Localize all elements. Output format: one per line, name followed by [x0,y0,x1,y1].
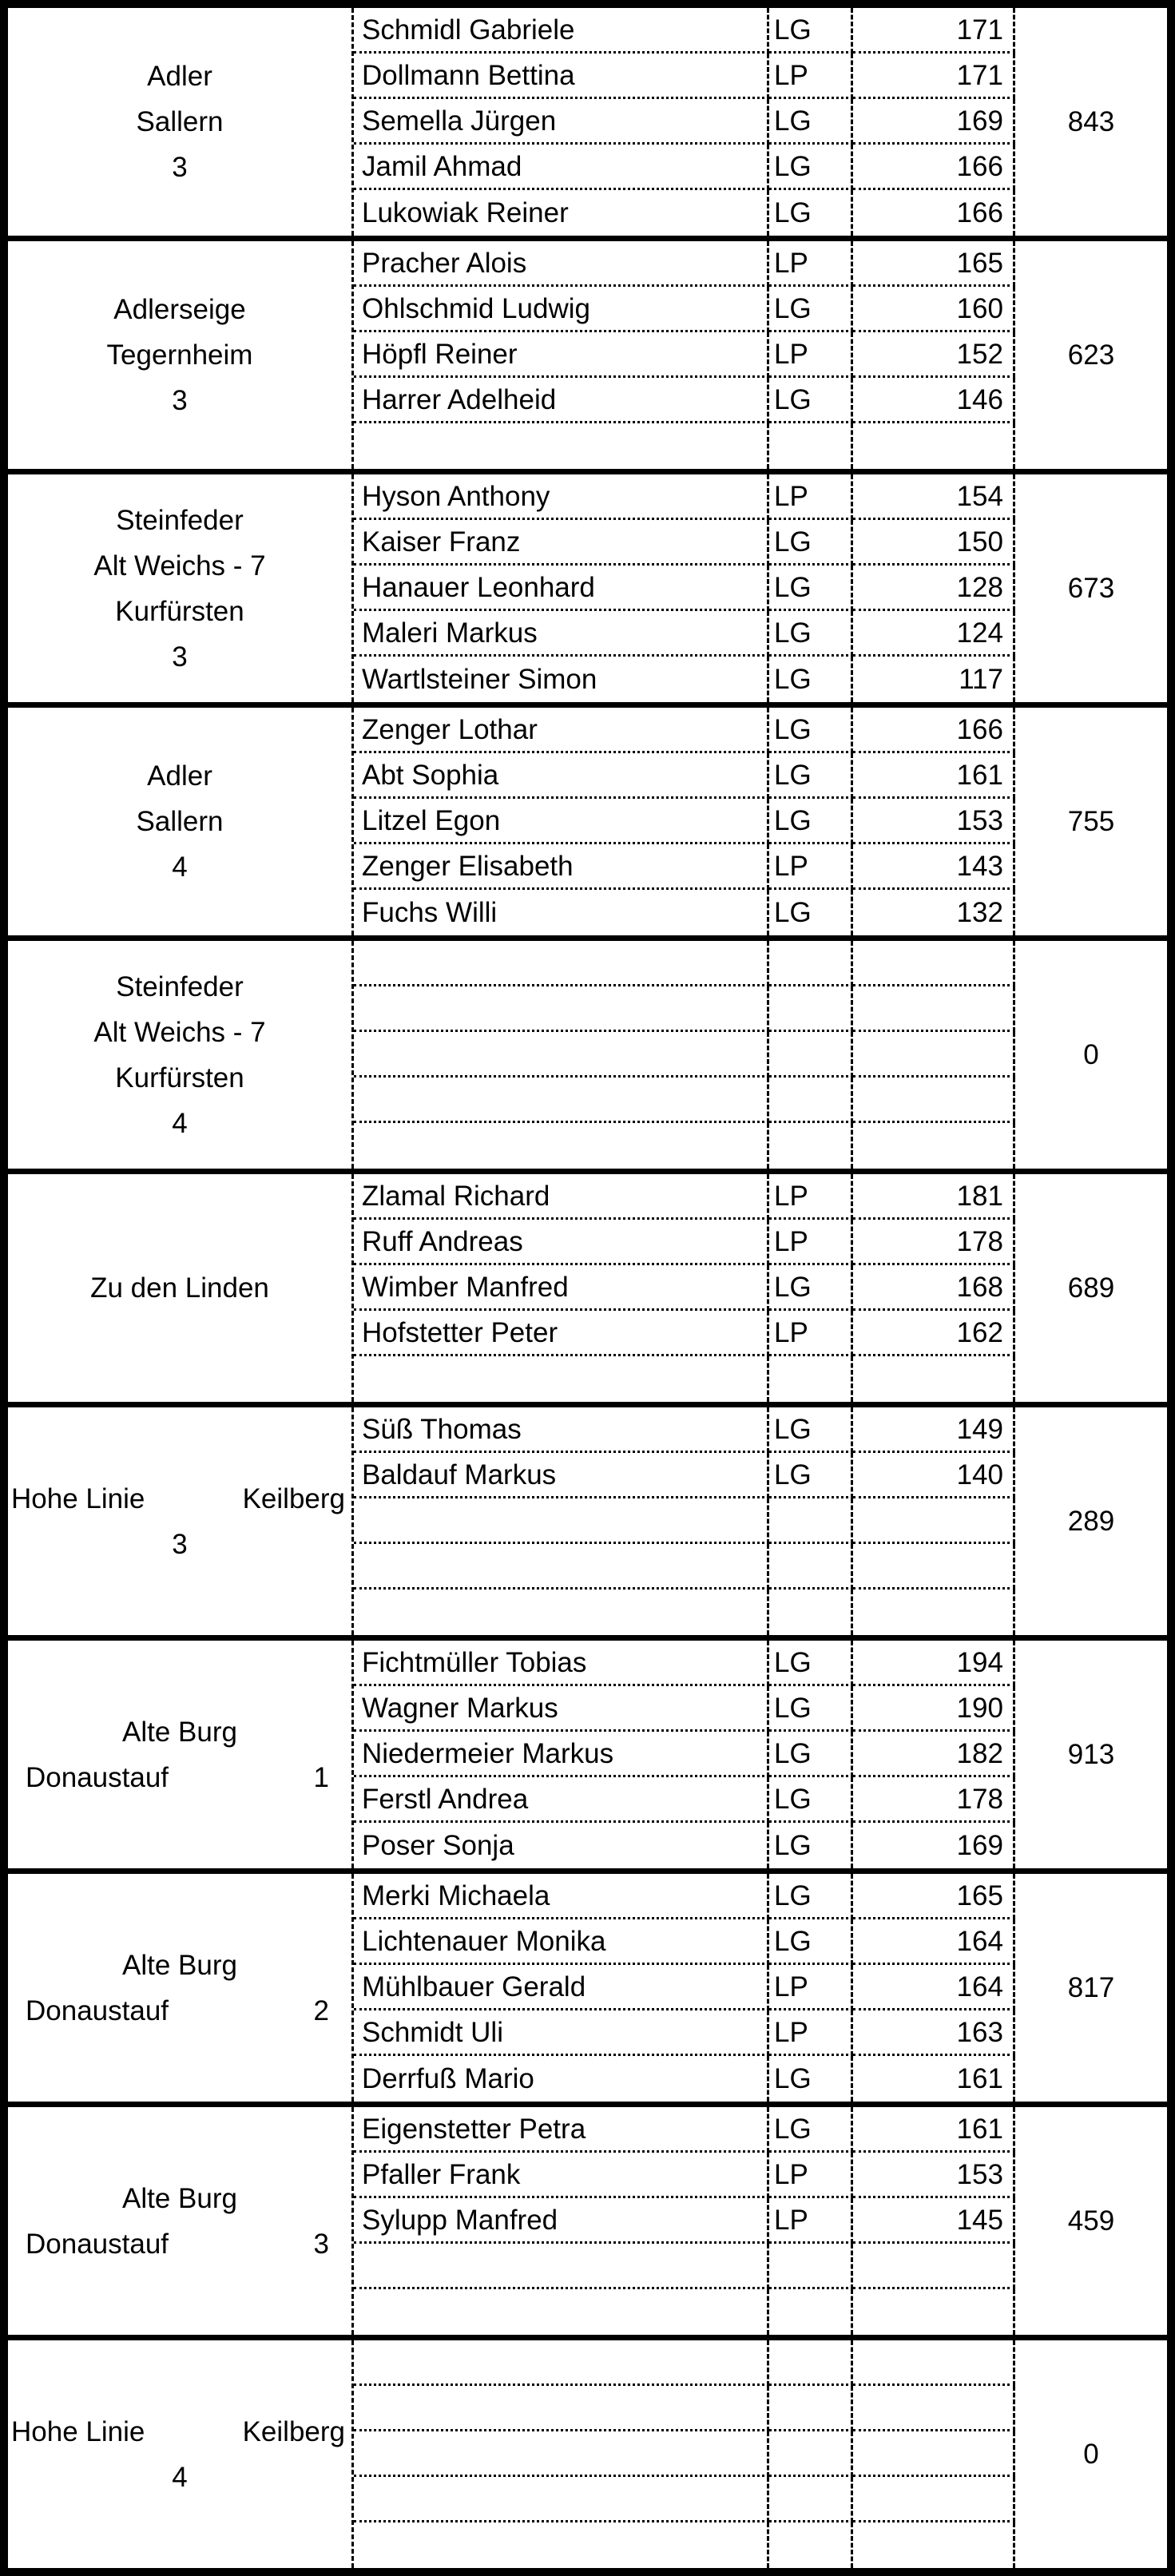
discipline-cell: LP [769,332,853,378]
player-name-cell: Eigenstetter Petra [354,2107,769,2153]
player-name-cell [354,1123,769,1169]
score-cell: 145 [853,2198,1015,2244]
team-name-line: 4 [172,2461,188,2493]
team-total-cell: 673 [1067,572,1115,604]
player-name-cell: Wartlsteiner Simon [354,657,769,702]
player-name-cell: Merki Michaela [354,1874,769,1919]
team-name-line [8,1476,351,1522]
discipline-cell [769,2431,853,2477]
team-cell [8,2107,354,2335]
team-name-left: Donaustauf [26,1995,169,2026]
score-cell: 178 [853,1220,1015,1265]
player-name-cell: Zenger Lothar [354,708,769,753]
discipline-cell: LP [769,54,853,99]
team-cell [8,474,354,702]
score-cell [853,1498,1015,1544]
team-name-line: Sallern [136,806,224,837]
discipline-cell: LP [769,241,853,287]
player-name-cell [354,1590,769,1635]
score-cell: 149 [853,1407,1015,1453]
player-name-cell: Lichtenauer Monika [354,1919,769,1965]
team-block [8,1868,1167,2102]
score-cell [853,941,1015,986]
score-cell: 181 [853,1174,1015,1220]
team-name-line [8,2409,351,2455]
player-name-cell: Derrfuß Mario [354,2056,769,2102]
score-cell: 154 [853,474,1015,520]
player-name-cell: Zenger Elisabeth [354,844,769,890]
team-block [8,1635,1167,1868]
player-name-cell: Litzel Egon [354,799,769,844]
discipline-cell: LG [769,1919,853,1965]
discipline-cell: LG [769,1407,853,1453]
player-name-cell [354,2431,769,2477]
team-name-line: Alt Weichs - 7 [93,1016,266,1048]
score-cell: 164 [853,1965,1015,2010]
score-cell [853,1356,1015,1402]
discipline-cell: LG [769,890,853,935]
score-cell [853,2477,1015,2522]
score-cell: 168 [853,1265,1015,1311]
team-name-line: 3 [172,1528,188,1560]
team-block [8,1402,1167,1635]
score-cell: 171 [853,54,1015,99]
player-name-cell [354,986,769,1032]
team-total-cell: 0 [1083,2438,1099,2470]
discipline-cell [769,2340,853,2386]
score-cell: 164 [853,1919,1015,1965]
score-cell: 161 [853,2107,1015,2153]
team-cell [8,708,354,935]
score-cell [853,2244,1015,2289]
discipline-cell: LG [769,708,853,753]
team-name-left: Donaustauf [26,2228,169,2260]
score-cell: 117 [853,657,1015,702]
score-cell: 128 [853,566,1015,611]
discipline-cell: LG [769,1874,853,1919]
discipline-cell: LP [769,1311,853,1356]
player-name-cell: Baldauf Markus [354,1453,769,1498]
discipline-cell: LG [769,190,853,236]
team-name-line: Sallern [136,106,224,137]
team-name-right: Keilberg [242,1482,345,1514]
score-cell: 153 [853,2153,1015,2198]
player-name-cell: Pfaller Frank [354,2153,769,2198]
discipline-cell [769,986,853,1032]
score-cell: 166 [853,708,1015,753]
player-name-cell: Mühlbauer Gerald [354,1965,769,2010]
score-cell: 161 [853,753,1015,799]
discipline-cell: LP [769,2010,853,2056]
player-name-cell: Pracher Alois [354,241,769,287]
discipline-cell: LG [769,1265,853,1311]
player-name-cell: Fichtmüller Tobias [354,1641,769,1686]
discipline-cell: LG [769,145,853,190]
discipline-cell: LG [769,378,853,423]
discipline-cell: LG [769,1777,853,1823]
score-cell: 194 [853,1641,1015,1686]
discipline-cell: LP [769,1174,853,1220]
discipline-cell [769,2522,853,2568]
discipline-cell: LP [769,1220,853,1265]
team-name-line: Steinfeder [116,970,244,1002]
discipline-cell: LG [769,611,853,657]
player-name-cell [354,2477,769,2522]
team-cell [8,1641,354,1868]
player-name-cell [354,1356,769,1402]
team-cell [8,1174,354,1402]
score-cell: 161 [853,2056,1015,2102]
player-name-cell: Maleri Markus [354,611,769,657]
team-name-line: Tegernheim [106,339,253,371]
discipline-cell: LG [769,99,853,145]
player-name-cell: Semella Jürgen [354,99,769,145]
score-cell: 163 [853,2010,1015,2056]
team-name-left: Donaustauf [26,1761,169,1793]
discipline-cell [769,1498,853,1544]
score-cell: 150 [853,520,1015,566]
score-cell: 171 [853,8,1015,54]
team-block [8,2102,1167,2335]
player-name-cell: Harrer Adelheid [354,378,769,423]
score-cell [853,2522,1015,2568]
team-total-cell: 689 [1067,1272,1115,1304]
team-total-cell: 459 [1067,2205,1115,2237]
player-name-cell: Abt Sophia [354,753,769,799]
player-name-cell: Wagner Markus [354,1686,769,1732]
score-cell: 165 [853,241,1015,287]
score-cell: 169 [853,99,1015,145]
player-name-cell: Dollmann Bettina [354,54,769,99]
team-name-line [8,1988,351,2034]
team-block [8,2335,1167,2568]
team-cell [8,241,354,469]
discipline-cell [769,2386,853,2431]
score-cell [853,1123,1015,1169]
team-name-line: 4 [172,1107,188,1139]
team-name-line: 3 [172,641,188,673]
player-name-cell: Wimber Manfred [354,1265,769,1311]
score-cell [853,2289,1015,2335]
discipline-cell: LG [769,1732,853,1777]
team-name-left: Hohe Linie [11,2415,145,2447]
discipline-cell: LG [769,1641,853,1686]
player-name-cell: Schmidl Gabriele [354,8,769,54]
player-name-cell: Hyson Anthony [354,474,769,520]
discipline-cell: LG [769,657,853,702]
score-cell: 132 [853,890,1015,935]
discipline-cell [769,423,853,469]
team-name-line: 3 [172,152,188,183]
discipline-cell: LG [769,8,853,54]
discipline-cell: LG [769,1453,853,1498]
team-name-line: Alt Weichs - 7 [93,550,266,581]
team-cell [8,941,354,1169]
player-name-cell: Höpfl Reiner [354,332,769,378]
player-name-cell [354,1544,769,1590]
score-cell: 146 [853,378,1015,423]
score-cell: 165 [853,1874,1015,1919]
team-total-cell: 817 [1067,1971,1115,2003]
score-cell: 124 [853,611,1015,657]
player-name-cell: Sylupp Manfred [354,2198,769,2244]
discipline-cell: LG [769,566,853,611]
discipline-cell: LP [769,474,853,520]
score-cell: 166 [853,145,1015,190]
score-cell [853,2431,1015,2477]
team-block [8,1169,1167,1402]
discipline-cell: LG [769,520,853,566]
player-name-cell [354,2340,769,2386]
player-name-cell [354,1078,769,1123]
score-cell: 162 [853,1311,1015,1356]
team-name-line [8,2221,351,2267]
score-cell: 178 [853,1777,1015,1823]
player-name-cell [354,941,769,986]
discipline-cell: LG [769,1686,853,1732]
player-name-cell [354,1032,769,1078]
player-name-cell: Hanauer Leonhard [354,566,769,611]
discipline-cell: LG [769,1823,853,1868]
team-name-line: Alte Burg [122,1949,237,1981]
team-total-cell: 289 [1067,1505,1115,1537]
player-name-cell: Ruff Andreas [354,1220,769,1265]
team-name-line: Kurfürsten [115,595,244,627]
player-name-cell [354,2289,769,2335]
team-cell [8,1874,354,2102]
team-name-line: Adler [147,61,212,92]
score-cell: 152 [853,332,1015,378]
discipline-cell [769,1032,853,1078]
player-name-cell [354,2244,769,2289]
team-total-cell: 913 [1067,1738,1115,1770]
team-cell [8,2340,354,2568]
team-name-line: Alte Burg [122,1716,237,1748]
discipline-cell [769,2289,853,2335]
score-cell: 166 [853,190,1015,236]
score-cell: 143 [853,844,1015,890]
score-cell [853,1078,1015,1123]
discipline-cell [769,2477,853,2522]
player-name-cell: Schmidt Uli [354,2010,769,2056]
player-name-cell [354,423,769,469]
score-cell [853,1544,1015,1590]
discipline-cell [769,2244,853,2289]
discipline-cell: LG [769,799,853,844]
team-name-right: Keilberg [242,2415,345,2447]
team-name-line: Alte Burg [122,2182,237,2214]
team-name-line: Kurfürsten [115,1062,244,1094]
player-name-cell: Poser Sonja [354,1823,769,1868]
player-name-cell: Zlamal Richard [354,1174,769,1220]
team-name-line [8,1755,351,1800]
score-cell [853,2386,1015,2431]
score-cell: 140 [853,1453,1015,1498]
score-cell: 169 [853,1823,1015,1868]
team-total-cell: 755 [1067,805,1115,837]
team-cell [8,1407,354,1635]
discipline-cell [769,1123,853,1169]
team-name-line: 4 [172,851,188,883]
team-name-line: Adlerseige [113,294,246,325]
score-cell [853,2340,1015,2386]
score-cell: 182 [853,1732,1015,1777]
team-name-line: 3 [172,385,188,416]
player-name-cell: Jamil Ahmad [354,145,769,190]
score-cell: 153 [853,799,1015,844]
discipline-cell [769,1590,853,1635]
discipline-cell [769,1356,853,1402]
player-name-cell: Ohlschmid Ludwig [354,287,769,332]
player-name-cell: Hofstetter Peter [354,1311,769,1356]
player-name-cell: Fuchs Willi [354,890,769,935]
player-name-cell [354,1498,769,1544]
team-block [8,236,1167,469]
discipline-cell [769,1544,853,1590]
team-cell [8,8,354,236]
team-block [8,8,1167,236]
player-name-cell [354,2522,769,2568]
player-name-cell: Süß Thomas [354,1407,769,1453]
team-name-line: Zu den Linden [90,1272,269,1304]
team-block [8,702,1167,935]
discipline-cell: LP [769,2198,853,2244]
score-cell [853,1590,1015,1635]
team-total-cell: 0 [1083,1038,1099,1070]
discipline-cell: LG [769,753,853,799]
discipline-cell: LG [769,287,853,332]
player-name-cell: Ferstl Andrea [354,1777,769,1823]
score-cell: 190 [853,1686,1015,1732]
discipline-cell [769,941,853,986]
player-name-cell: Niedermeier Markus [354,1732,769,1777]
discipline-cell: LG [769,2056,853,2102]
team-number: 1 [313,1761,329,1793]
team-total-cell: 843 [1067,105,1115,137]
team-number: 2 [313,1995,329,2026]
player-name-cell [354,2386,769,2431]
team-name-line: Adler [147,760,212,792]
score-cell [853,423,1015,469]
team-name-line: Steinfeder [116,504,244,536]
team-block [8,935,1167,1169]
discipline-cell: LP [769,844,853,890]
discipline-cell [769,1078,853,1123]
score-cell: 160 [853,287,1015,332]
player-name-cell: Kaiser Franz [354,520,769,566]
team-total-cell: 623 [1067,339,1115,371]
player-name-cell: Lukowiak Reiner [354,190,769,236]
discipline-cell: LP [769,1965,853,2010]
team-number: 3 [313,2228,329,2260]
score-cell [853,986,1015,1032]
team-name-left: Hohe Linie [11,1482,145,1514]
team-block [8,469,1167,702]
discipline-cell: LG [769,2107,853,2153]
discipline-cell: LP [769,2153,853,2198]
score-cell [853,1032,1015,1078]
